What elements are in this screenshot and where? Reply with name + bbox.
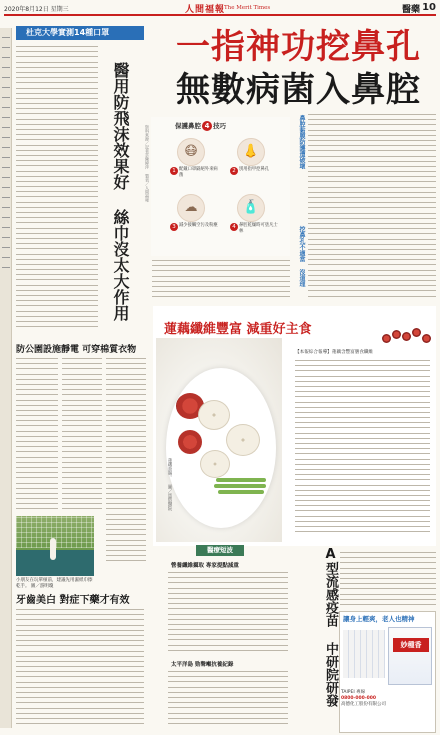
ad-hotline-label: TAIPEI 專線 (341, 690, 366, 695)
infographic-item: 🧴 4 鼻腔乾燥時可塗凡士林 (230, 194, 280, 246)
ad-product-box (388, 627, 432, 685)
infographic-credit: 資料來源／記者雲陳緯萍 製表／人間福報 (145, 125, 150, 202)
food-article-body (295, 358, 430, 540)
ad-footer (341, 690, 434, 728)
article-body-playground-1 (16, 356, 58, 512)
nose-icon: 👃 (242, 144, 260, 159)
newspaper-logo-english: The Merit Times (224, 5, 271, 11)
food-article-lead: 【本報綜合報導】蓮藕含豐富膳食纖維 (295, 350, 374, 355)
masthead (4, 2, 436, 16)
ad-title: 讓身上輕爽，老人也精神 (343, 615, 415, 623)
infographic-item: ☁ 3 減少接觸空污及粉塵 (170, 194, 220, 246)
short-news-body-1 (168, 570, 288, 656)
ointment-icon: 🧴 (242, 200, 260, 215)
ad-product-name: 妙種香 (393, 638, 429, 652)
article-body-teeth (16, 607, 144, 729)
lotus-sausage-photo (156, 338, 282, 542)
ad-hotline-number: 0800-000-000 (341, 696, 377, 701)
newspaper-logo: 人間福報 (185, 5, 226, 15)
ad-company: 高德化工股份有限公司 (341, 702, 386, 707)
infographic-title (175, 121, 226, 131)
dust-icon: ☁ (184, 200, 198, 215)
infographic-title-post: 技巧 (213, 122, 226, 130)
flu-vaccine-body (340, 550, 436, 608)
article-headline-masks: 醫用防飛沫效果好 絲巾沒太大作用 (111, 62, 130, 321)
article-body-nose-2 (308, 112, 436, 302)
main-headline-line2: 無數病菌入鼻腔 (176, 70, 421, 110)
infographic-item: 😷 1 配戴口罩隔絕外來病菌 (170, 138, 220, 190)
mask-icon: 😷 (184, 144, 198, 159)
flu-vaccine-headline: A型流感疫苗 中研院研發 (323, 547, 338, 707)
short-news-headline-1: 營養纖維攝取 專家提點減重 (171, 563, 239, 569)
article-headline-playground: 防公園設施靜電 可穿棉質衣物 (16, 345, 137, 355)
short-news-body-2 (168, 669, 288, 729)
food-feature-title: 蓮藕纖維豐富 減重好主食 (164, 322, 312, 337)
article-body-playground-2 (62, 356, 102, 512)
playground-photo-caption: 小朋友在玩單槓前，建議先用濕紙巾擦乾手。 圖／游明瓊 (16, 578, 93, 589)
section-name: 醫藥 (401, 5, 420, 15)
infographic-title-number: 4 (202, 121, 212, 131)
sausage-garnish-image (380, 322, 436, 350)
short-news-badge: 醫療短波 (196, 545, 244, 556)
article-body-nose-1 (152, 258, 290, 302)
main-headline-line1: 一指神功挖鼻孔 (176, 27, 421, 67)
article-banner: 杜克大學實測14種口罩 (16, 26, 144, 40)
subheading-mucosa: 鼻腔黏膜防護遭破壞 (298, 115, 305, 169)
short-news-headline-2: 太平洋島 勁聲噸抗養紀錄 (171, 662, 234, 668)
article-body-masks (16, 44, 98, 334)
issue-date: 2020年8月12日 星期三 (4, 6, 69, 13)
playground-photo (16, 516, 94, 576)
infographic-title-pre: 保護鼻腔 (175, 122, 201, 130)
page-number: 10 (422, 2, 436, 13)
previous-page-strip (0, 28, 12, 728)
subheading-nose-picking: 挖鼻孔不適當 沒道理 (298, 226, 305, 287)
food-photo-caption: 蓮藕香腸。 圖／馬偕醫院 (167, 458, 172, 511)
article-body-playground-3 (106, 356, 146, 586)
infographic-item: 👃 2 別用指甲挖鼻孔 (230, 138, 280, 190)
article-headline-teeth: 牙齒美白 對症下藥才有效 (16, 595, 130, 606)
ad-bottles-image (343, 630, 385, 678)
